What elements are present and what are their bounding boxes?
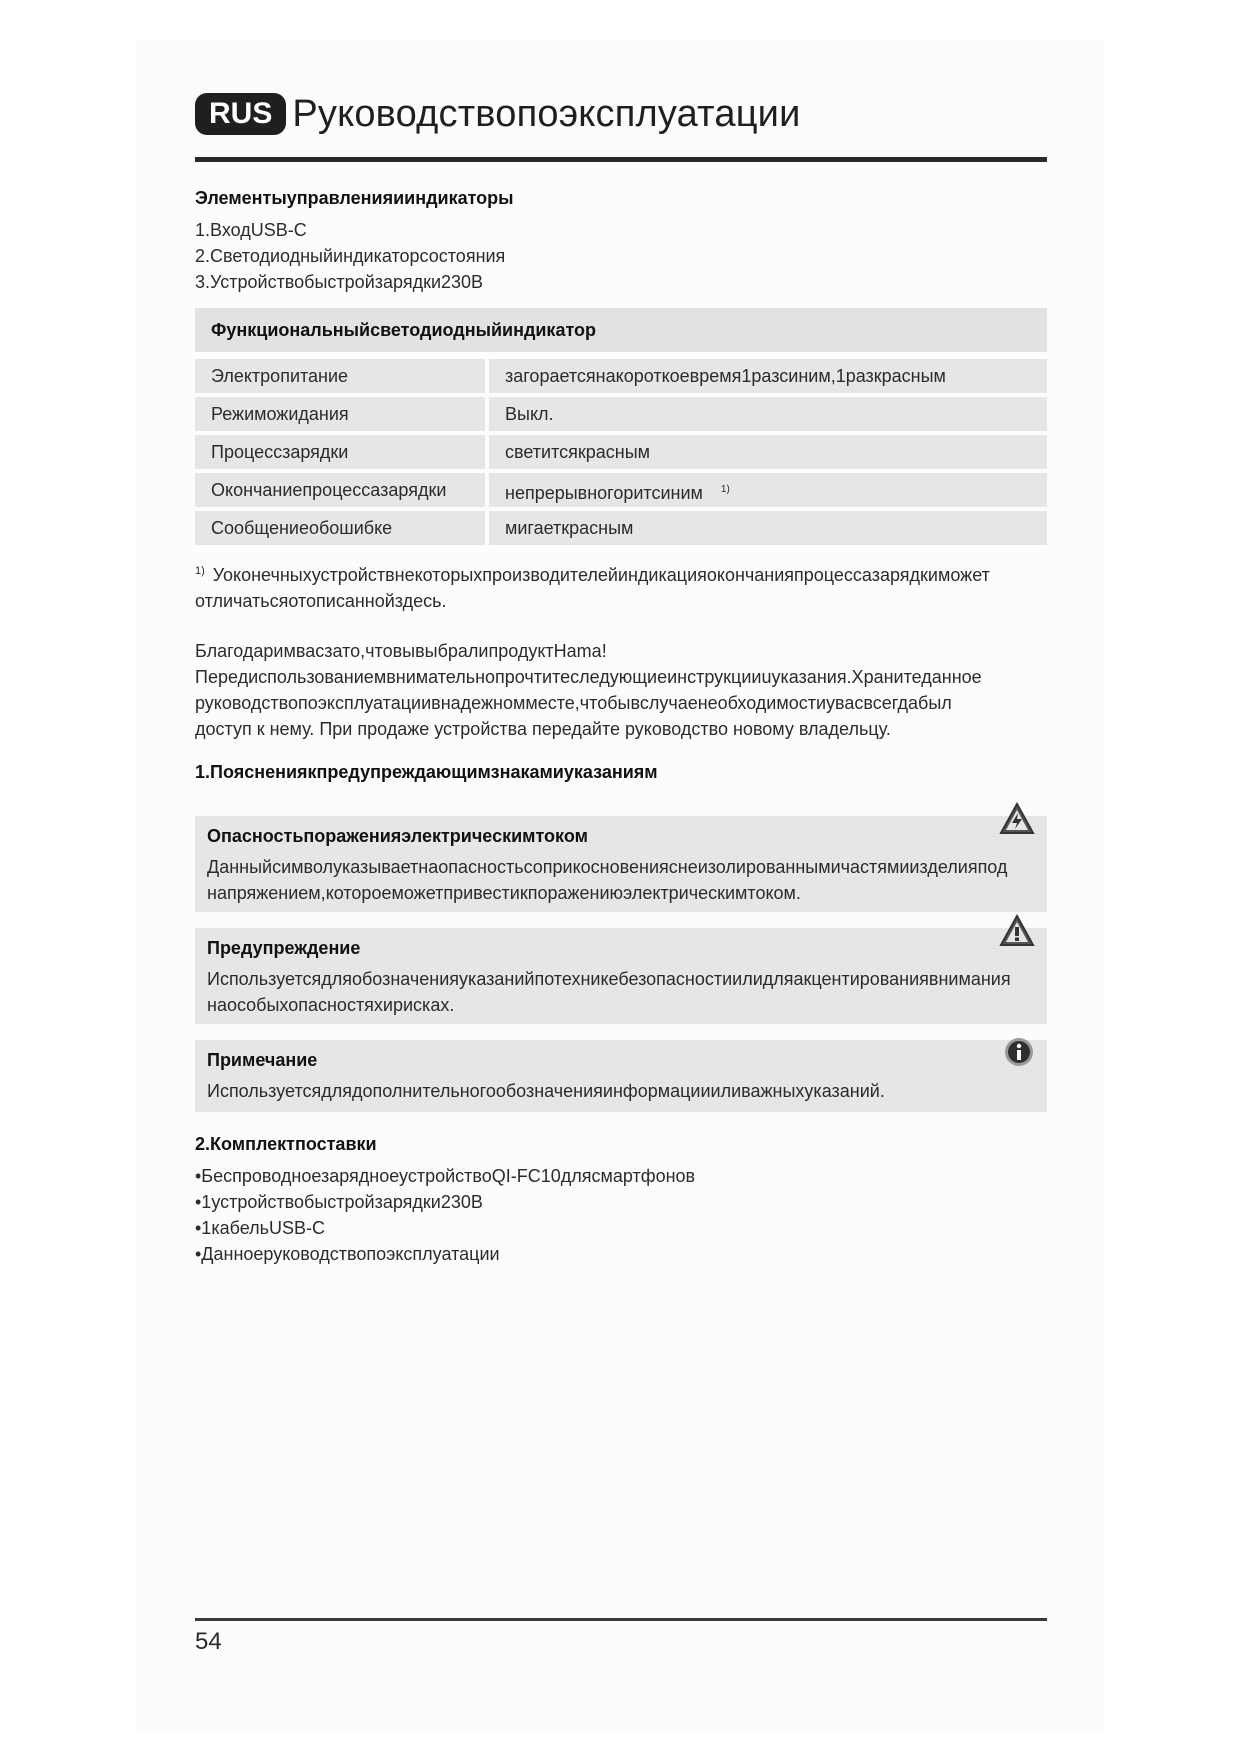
table-cell-value: загораетсянакороткоевремя1разсиним,1разкрасным [489,359,1047,393]
notice-title: Опасностьпораженияэлектрическимтоком [207,826,588,846]
controls-item: 3.Устройствобыстройзарядки230В [195,272,484,292]
list-item: •1устройствобыстройзарядки230В [195,1192,483,1212]
notice-line: напряжением,котороеможетпривестикпоражениюэлектрическимтоком. [207,883,801,903]
warning-triangle-icon [999,914,1035,953]
list-item: •БеспроводноезарядноеустройствоQI-FC10длясмартфонов [195,1166,696,1186]
controls-list [195,217,1047,295]
footnote-line: отличатьсяотописаннойздесь. [195,591,447,611]
notice-text [207,854,1035,906]
intro-line: доступ к нему. При продаже устройства передайте руководство новому владельцу. [195,719,891,739]
table-cell-label: Сообщениеобошибке [195,511,485,545]
notice-line: наособыхопасностяхирисках. [207,995,455,1015]
footnote-marker: 1) [720,484,730,495]
notice-title: Примечание [207,1050,318,1070]
package-list [195,1163,1047,1267]
table-row [195,473,1047,507]
table-row [195,397,1047,431]
footnote-line: Уоконечныхустройствнекоторыхпроизводителейиндикацияокончанияпроцессазарядкиможет [212,565,990,585]
led-function-table [195,308,1047,549]
notice-text [207,966,1035,1018]
table-row [195,511,1047,545]
footer-rule [195,1618,1047,1621]
controls-heading: Элементыуправленияииндикаторы [195,188,514,208]
section1-heading: 1.Пояснениякпредупреждающимзнакамиуказаниям [195,762,658,782]
notice-line: Данныйсимволуказываетнаопасностьсоприкосновенияснеизолированнымичастямиизделияпод [207,857,1008,877]
table-row [195,435,1047,469]
intro-line: Благодаримвасзато,чтовывыбралипродуктHama! [195,641,607,661]
page-number: 54 [195,1628,222,1655]
notice-line: Используетсядляобозначенияуказанийпотехникебезопасностиилидляакцентированиявнимания [207,969,1011,989]
section2-heading: 2.Комплектпоставки [195,1134,377,1154]
intro-paragraph [195,638,1047,742]
table-header: Функциональныйсветодиодныйиндикатор [195,308,1047,352]
notice-line: Используетсядлядополнительногообозначенияинформациииливажныхуказаний. [207,1081,885,1101]
intro-line: руководствопоэксплуатациивнадежномместе,чтобывслучаенеобходимостиувасвсегдабыл [195,693,952,713]
list-item: •Данноеруководствопоэксплуатации [195,1244,500,1264]
language-badge: RUS [195,93,286,135]
table-cell-value: Выкл. [489,397,1047,431]
intro-line: Передиспользованиемвнимательнопрочтитеследующиеинструкцииuуказания.Хранитеданное [195,667,982,687]
table-cell-label: Окончаниепроцессазарядки [195,473,485,507]
table-cell-label: Процессзарядки [195,435,485,469]
table-cell-value [489,473,1047,507]
section2 [195,1134,1047,1267]
notice-electric-shock [195,816,1047,912]
list-item: •1кабельUSB-C [195,1218,325,1238]
table-row [195,359,1047,393]
notice-note [195,1040,1047,1112]
notice-warning [195,928,1047,1024]
controls-item: 1.ВходUSB-C [195,220,307,240]
electric-hazard-icon [999,802,1035,841]
table-cell-value: светитсякрасным [489,435,1047,469]
notice-title: Предупреждение [207,938,361,958]
controls-section [195,188,1047,295]
footnote [195,558,1047,614]
controls-item: 2.Светодиодныйиндикаторсостояния [195,246,506,266]
table-cell-label: Электропитание [195,359,485,393]
document-title: Руководствопоэксплуатации [292,92,801,135]
footnote-marker: 1) [195,565,205,577]
table-cell-value-text: непрерывногоритсиним [505,483,703,503]
page-header [195,88,801,140]
header-rule [195,157,1047,162]
table-cell-value: мигаеткрасным [489,511,1047,545]
info-icon [1003,1036,1035,1073]
table-cell-label: Режиможидания [195,397,485,431]
notice-text [207,1078,1035,1104]
